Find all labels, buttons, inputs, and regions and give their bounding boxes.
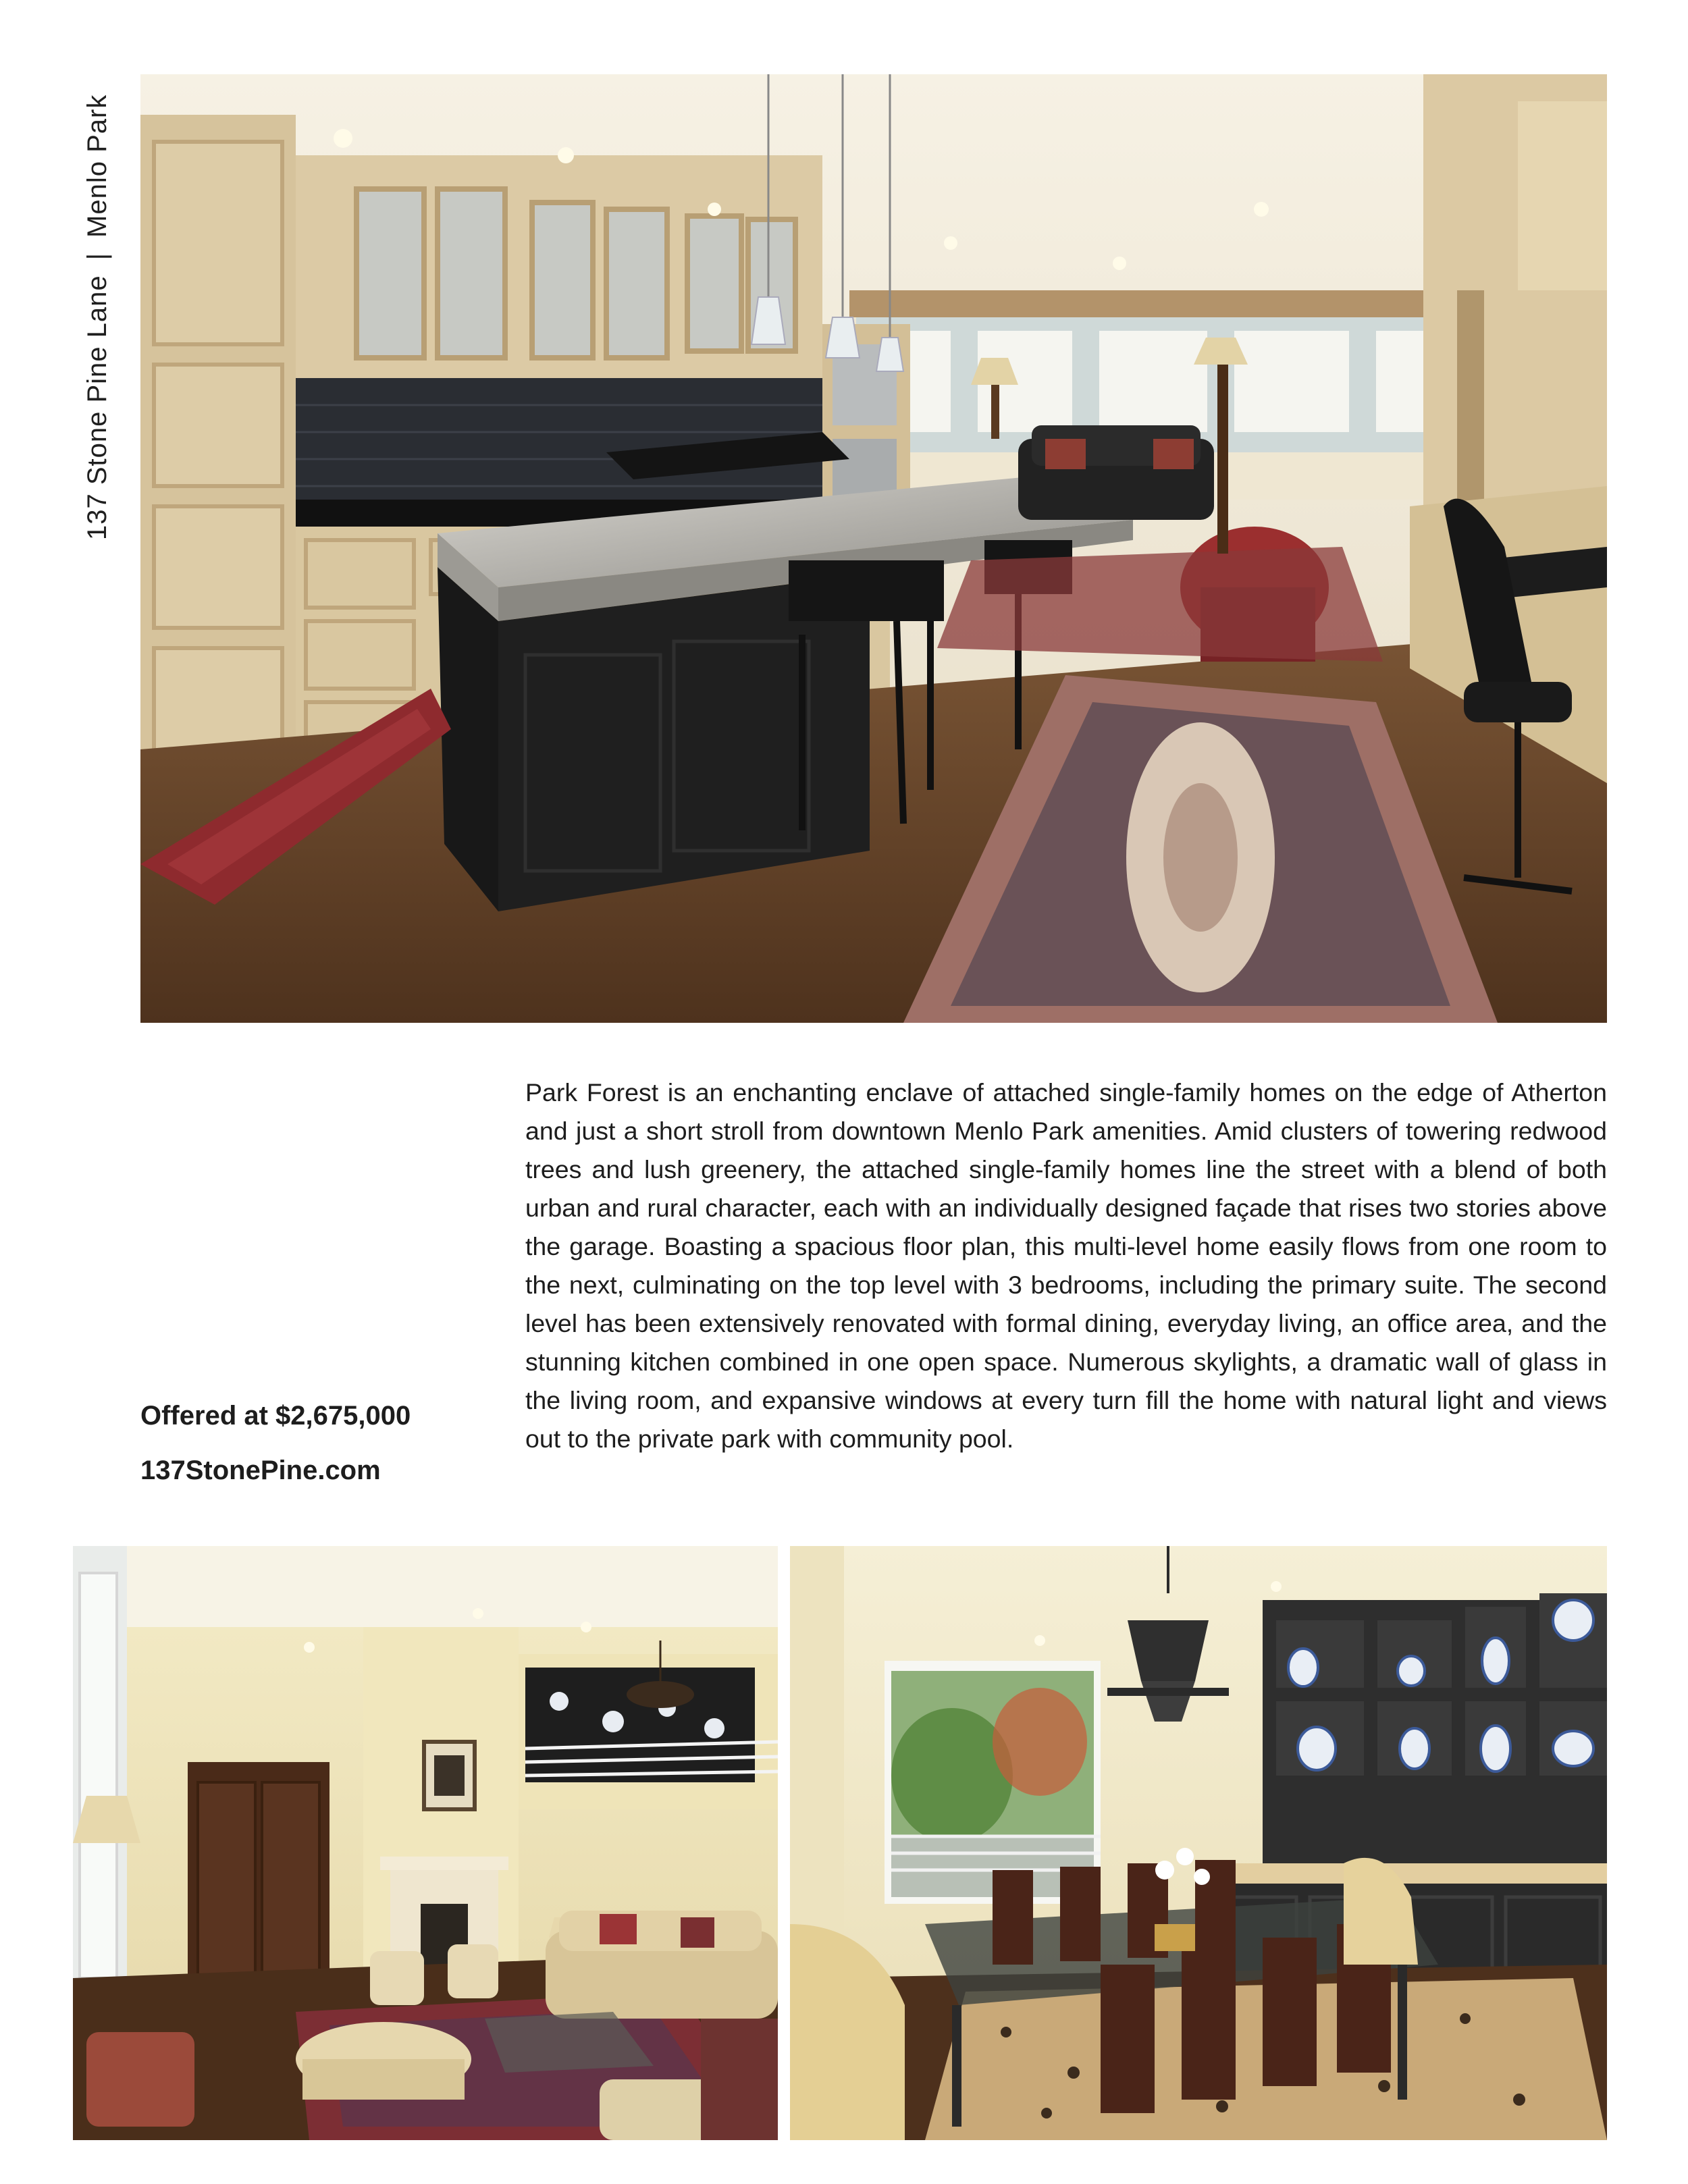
living-room-photo-art xyxy=(73,1546,778,2140)
sidebar-label-wrapper xyxy=(68,73,135,545)
address-text: 137 Stone Pine Lane xyxy=(82,275,112,540)
offer-price: Offered at $2,675,000 xyxy=(140,1401,411,1431)
sidebar-address-label xyxy=(82,95,113,540)
kitchen-photo-art xyxy=(140,74,1607,1023)
property-description: Park Forest is an enchanting enclave of attached single-family homes on the edge of Atherton and just a short stroll from downtown Menlo Park amenities. Amid clusters of towering redwood trees and lush greenery, the attached single-family homes line the street with a blend of both urban and rural character, each with an individually designed façade that rises two stories above the garage. Boasting a spacious floor plan, this multi-level home easily flows from one room to the next, culminating on the top level with 3 bedrooms, including the primary suite. The second level has been extensively renovated with formal dining, everyday living, an office area, and the stunning kitchen combined in one open space. Numerous skylights, a dramatic wall of glass in the living room, and expansive windows at every turn fill the home with natural light and views out to the private park with community pool. xyxy=(525,1078,1607,1453)
city-text: Menlo Park xyxy=(82,94,112,238)
dining-room-photo-art xyxy=(790,1546,1607,2140)
separator-text: | xyxy=(82,252,112,261)
dining-room-photo xyxy=(790,1546,1607,2140)
property-website-link[interactable]: 137StonePine.com xyxy=(140,1456,381,1485)
kitchen-and-family-room-photo xyxy=(140,74,1607,1023)
living-room-photo xyxy=(73,1546,778,2140)
